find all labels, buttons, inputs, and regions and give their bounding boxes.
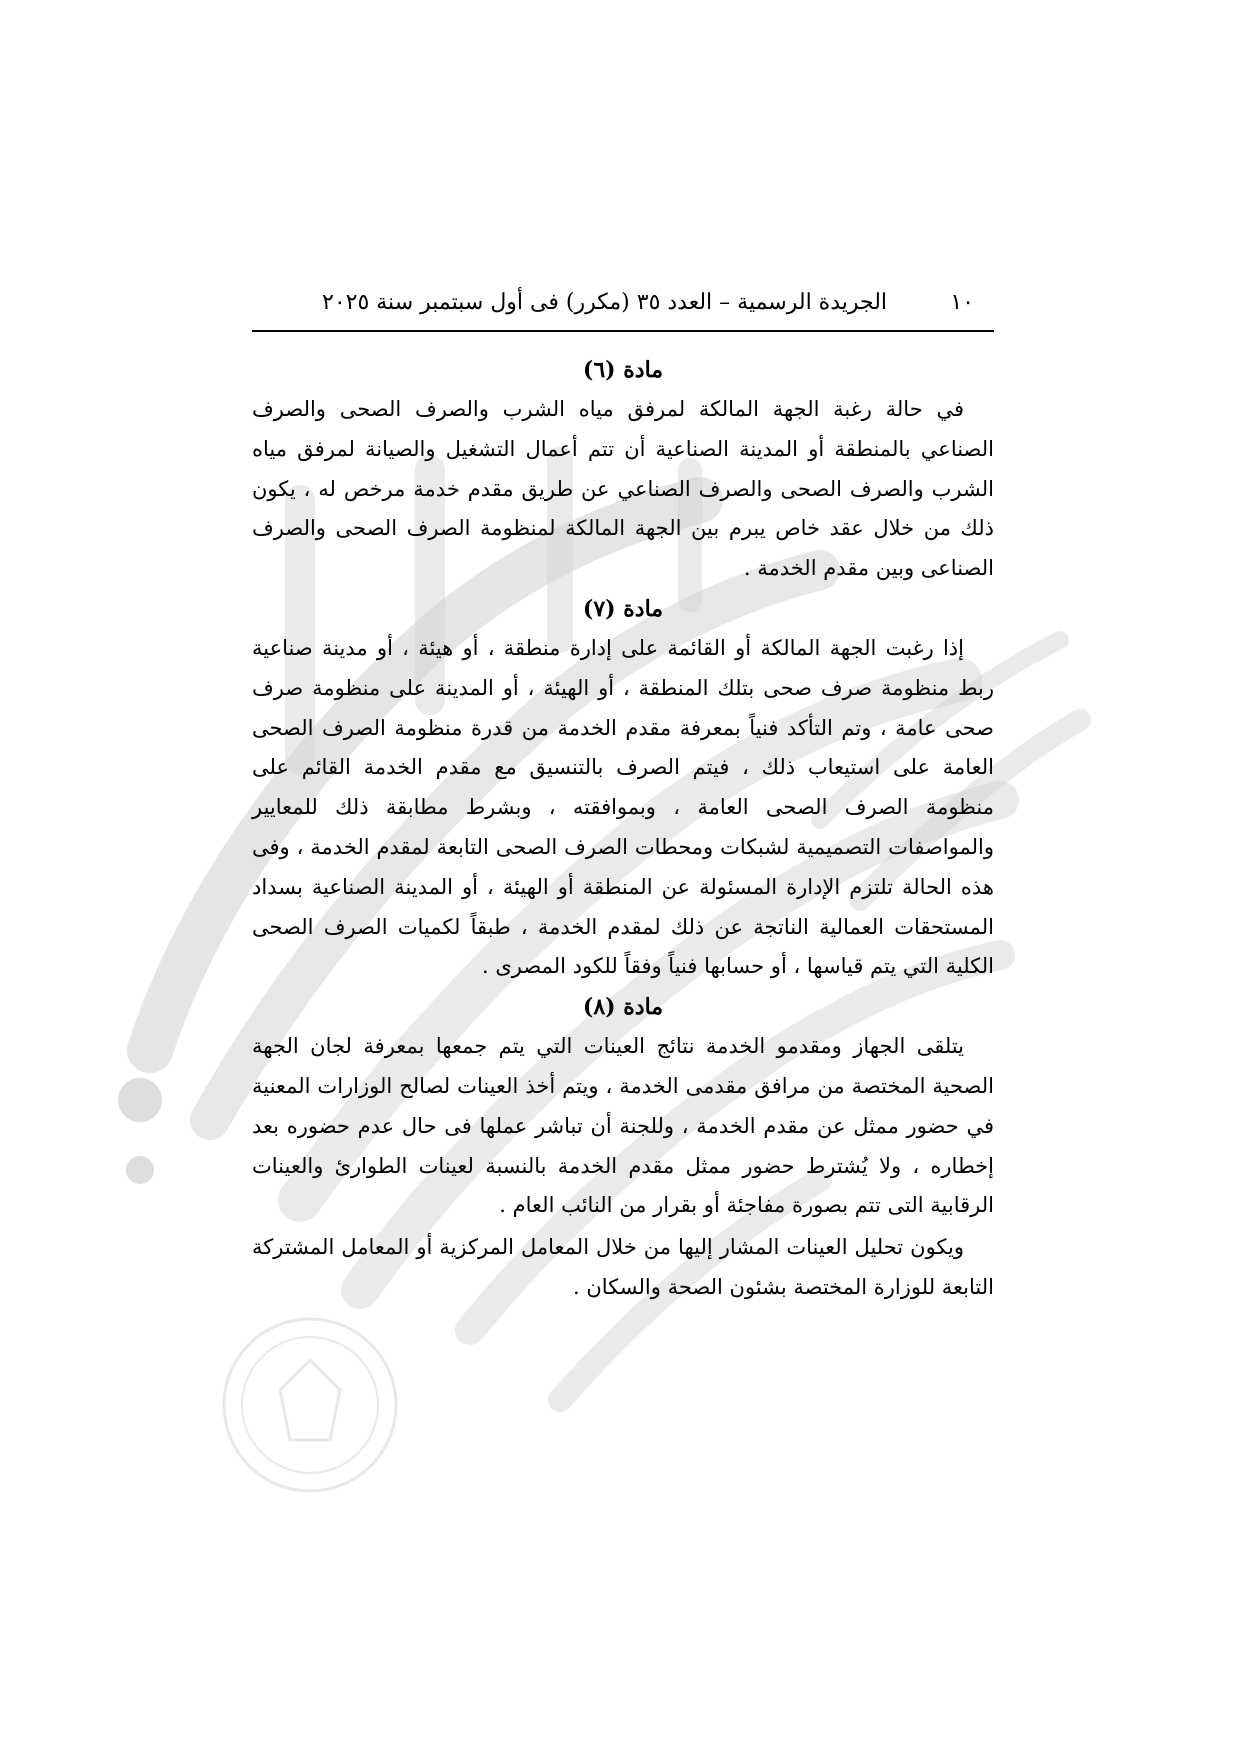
article-heading: مادة (٦) [582,357,664,383]
gazette-title: الجريدة الرسمية – العدد ٣٥ (مكرر) فى أول سبتمبر سنة ٢٠٢٥ [322,289,888,315]
page-number: ١٠ [950,289,974,315]
article-paragraph: يتلقى الجهاز ومقدمو الخدمة نتائج العينات التي يتم جمعها بمعرفة لجان الجهة الصحية المختصة من مرافق مقدمى الخدمة ، ويتم أخذ العينات لصالح الوزارات المعنية في حضور ممثل عن مقدم الخدمة ، وللجنة أن تباشر عملها فى حال عدم حضوره بعد إخطاره ، ولا يُشترط حضور ممثل مقدم الخدمة بالنسبة لعينات الطوارئ والعينات الرقابية التى تتم بصورة مفاجئة أو بقرار من النائب العام . [252,1034,994,1218]
article-7 [252,593,994,987]
article-paragraph: إذا رغبت الجهة المالكة أو القائمة على إدارة منطقة ، أو هيئة ، أو مدينة صناعية ربط منظومة صرف صحى بتلك المنطقة ، أو الهيئة ، أو المدينة على منظومة صرف صحى عامة ، وتم التأكد فنياً بمعرفة مقدم الخدمة من قدرة منظومة الصرف الصحى العامة على استيعاب ذلك ، فيتم الصرف بالتنسيق مع مقدم الخدمة القائم على منظومة الصرف الصحى العامة ، وبموافقته ، وبشرط مطابقة ذلك للمعايير والمواصفات التصميمية لشبكات ومحطات الصرف الصحى التابعة لمقدم الخدمة ، وفى هذه الحالة تلتزم الإدارة المسئولة عن المنطقة أو الهيئة ، أو المدينة الصناعية بسداد المستحقات العمالية الناتجة عن ذلك لمقدم الخدمة ، طبقاً لكميات الصرف الصحى الكلية التي يتم قياسها ، أو حسابها فنياً وفقاً للكود المصرى . [252,635,995,979]
document-page [252,282,994,1308]
article-8 [252,991,994,1308]
article-heading: مادة (٨) [582,994,664,1021]
article-heading: مادة (٧) [582,595,664,622]
seal-emblem [224,1319,396,1491]
page-header [252,282,994,332]
article-paragraph: ويكون تحليل العينات المشار إليها من خلال المعامل المركزية أو المعامل المشتركة التابعة للوزارة المختصة بشئون الصحة والسكان . [252,1235,994,1299]
article-paragraph: في حالة رغبة الجهة المالكة لمرفق مياه الشرب والصرف الصحى والصرف الصناعي بالمنطقة أو المدينة الصناعية أن تتم أعمال التشغيل والصيانة لمرفق مياه الشرب والصرف الصحى والصرف الصناعي عن طريق مقدم خدمة مرخص له ، يكون ذلك من خلال عقد خاص يبرم بين الجهة المالكة لمنظومة الصرف الصحى والصرف الصناعى وبين مقدم الخدمة . [252,397,994,581]
article-6 [252,354,994,589]
